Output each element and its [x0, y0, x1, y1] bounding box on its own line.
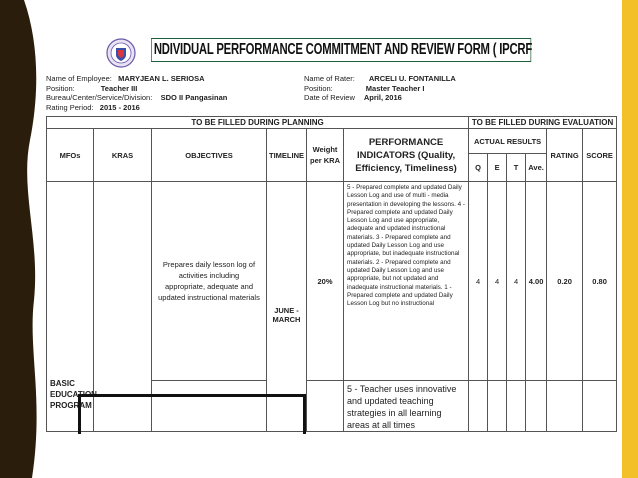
evaluation-banner: TO BE FILLED DURING EVALUATION	[469, 117, 617, 129]
header-ave: Ave.	[526, 154, 547, 182]
employee-label: Name of Employee:	[46, 74, 112, 83]
rater-position-value: Master Teacher I	[365, 83, 425, 93]
highlight-frame	[78, 394, 306, 434]
position-value: Teacher III	[100, 83, 138, 93]
rater-position-label: Position:	[304, 83, 333, 93]
rating-cell	[547, 381, 583, 432]
header-score: SCORE	[583, 129, 617, 182]
ave-cell: 4.00	[526, 182, 547, 381]
weight-cell: 20%	[307, 182, 344, 381]
form-title: NDIVIDUAL PERFORMANCE COMMITMENT AND REVIEW FORM ( IPCRF	[151, 38, 531, 62]
score-cell: 0.80	[583, 182, 617, 381]
rating-period-label: Rating Period:	[46, 102, 94, 112]
e-cell: 4	[488, 182, 507, 381]
header-mfos: MFOs	[47, 129, 94, 182]
score-cell	[583, 381, 617, 432]
header-objectives: OBJECTIVES	[152, 129, 267, 182]
accent-bar	[622, 0, 638, 478]
rater-info-block	[304, 74, 456, 103]
header-kras: KRAS	[94, 129, 152, 182]
mfo-cell: BASIC EDUCATION PROGRAM	[47, 182, 94, 432]
employee-info-block	[46, 74, 227, 112]
employee-name: MARYJEAN L. SERIOSA	[118, 74, 205, 83]
weight-cell	[307, 381, 344, 432]
deped-seal-icon	[106, 38, 136, 68]
header-actual-results: ACTUAL RESULTS	[469, 129, 547, 154]
header-weight: Weight per KRA	[307, 129, 344, 182]
t-cell	[507, 381, 526, 432]
review-date-label: Date of Review	[304, 93, 355, 102]
e-cell	[488, 381, 507, 432]
ipcrf-table	[46, 116, 617, 432]
t-cell: 4	[507, 182, 526, 381]
header-rating: RATING	[547, 129, 583, 182]
q-cell: 4	[469, 182, 488, 381]
rater-label: Name of Rater:	[304, 74, 355, 83]
bureau-label: Bureau/Center/Service/Division:	[46, 93, 153, 102]
ave-cell	[526, 381, 547, 432]
table-row	[47, 182, 617, 381]
header-q: Q	[469, 154, 488, 182]
review-date-value: April, 2016	[363, 93, 402, 102]
rating-cell: 0.20	[547, 182, 583, 381]
rating-period-value: 2015 - 2016	[99, 102, 140, 112]
rater-name: ARCELI U. FONTANILLA	[368, 74, 456, 83]
objective-cell: Prepares daily lesson log of activities including appropriate, adequate and updated instructional materials	[152, 182, 267, 381]
decorative-left-border	[0, 0, 48, 478]
q-cell	[469, 381, 488, 432]
performance-indicator-cell: 5 - Teacher uses innovative and updated teaching strategies in all learning areas at all times	[344, 381, 469, 432]
bureau-value: SDO II Pangasinan	[160, 93, 228, 102]
planning-banner: TO BE FILLED DURING PLANNING	[47, 117, 469, 129]
header-t: T	[507, 154, 526, 182]
ipcrf-document	[46, 34, 616, 430]
performance-indicator-cell: 5 - Prepared complete and updated Daily Lesson Log and use of multi - media presentation in developing the lessons. 4 - Prepared complete and updated Daily Lesson Log and use appropriate, adequate and updated instructional materials. 3 - Prepared complete and updated Daily Lesson Log and use appropriate, but inadequate instructional materials. 2 - Prepared complete and updated Daily Lesson Log and use appropriate, but not updated and inadequate instructional materials. 1 - Prepared complete and updated Daily Lesson Log but no instructional	[344, 182, 469, 381]
timeline-cell: JUNE - MARCH	[267, 182, 307, 432]
header-timeline: TIMELINE	[267, 129, 307, 182]
header-e: E	[488, 154, 507, 182]
position-label: Position:	[46, 83, 75, 93]
header-row	[47, 129, 617, 154]
banner-row	[47, 117, 617, 129]
header-performance-indicators: PERFORMANCE INDICATORS (Quality, Efficiency, Timeliness)	[344, 129, 469, 182]
